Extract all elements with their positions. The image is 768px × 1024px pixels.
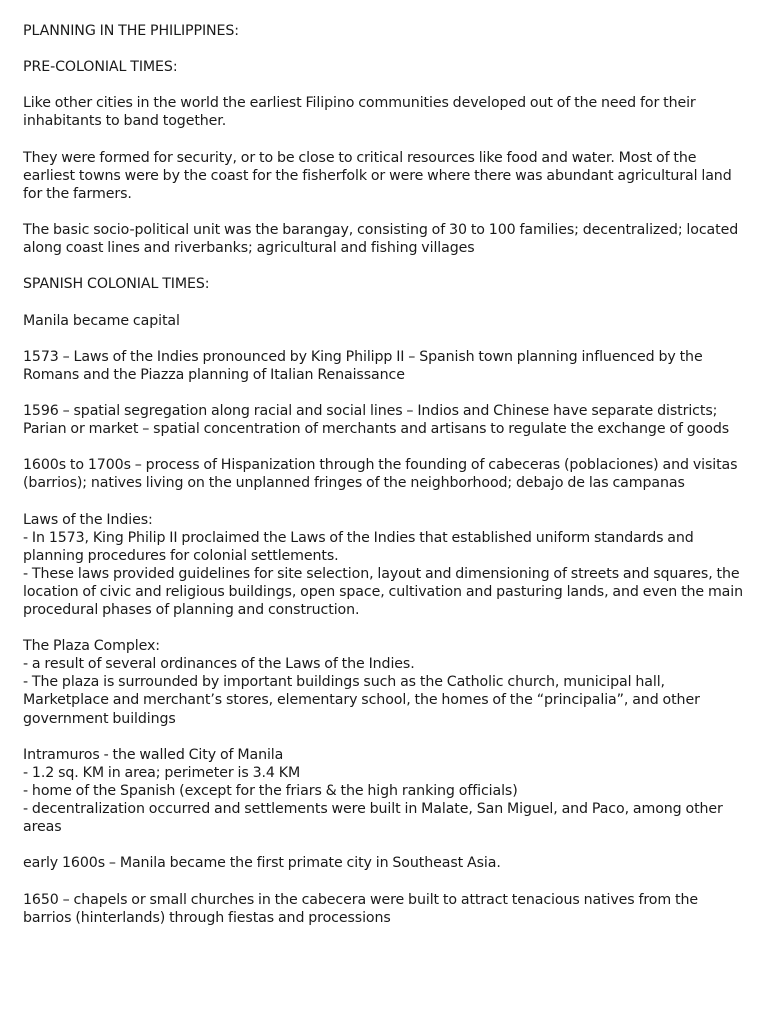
- document-paragraph: [23, 221, 748, 257]
- paragraph-line: 1573 – Laws of the Indies pronounced by King Philipp II – Spanish town planning influenced by the Romans and the Piazza planning of Italian Renaissance: [23, 348, 703, 383]
- document-body: [23, 58, 748, 927]
- document-paragraph: [23, 637, 748, 727]
- document-paragraph: [23, 854, 748, 872]
- paragraph-line: - decentralization occurred and settlements were built in Malate, San Miguel, and Paco, among other areas: [23, 801, 723, 836]
- paragraph-line: Intramuros - the walled City of Manila: [23, 746, 284, 763]
- paragraph-line: Like other cities in the world the earliest Filipino communities developed out of the need for their inhabitants to band together.: [23, 95, 696, 130]
- paragraph-line: SPANISH COLONIAL TIMES:: [23, 276, 210, 293]
- paragraph-line: - The plaza is surrounded by important buildings such as the Catholic church, municipal hall, Marketplace and merchant’s stores, elementary school, the homes of the “principalia”, and other government buildings: [23, 674, 700, 727]
- paragraph-line: - In 1573, King Philip II proclaimed the Laws of the Indies that established uniform standards and planning procedures for colonial settlements.: [23, 529, 694, 564]
- document-paragraph: [23, 94, 748, 130]
- paragraph-line: Laws of the Indies:: [23, 511, 153, 528]
- document-paragraph: [23, 456, 748, 492]
- paragraph-line: - home of the Spanish (except for the friars & the high ranking officials): [23, 782, 518, 799]
- document-paragraph: [23, 891, 748, 927]
- document-paragraph: [23, 312, 748, 330]
- paragraph-line: - These laws provided guidelines for site selection, layout and dimensioning of streets and squares, the location of civic and religious buildings, open space, cultivation and pasturing lands, and even the main procedural phases of planning and construction.: [23, 565, 744, 618]
- paragraph-line: 1600s to 1700s – process of Hispanization through the founding of cabeceras (poblaciones) and visitas (barrios); natives living on the unplanned fringes of the neighborhood; debajo de las campanas: [23, 457, 738, 492]
- paragraph-line: 1596 – spatial segregation along racial and social lines – Indios and Chinese have separate districts; Parian or market – spatial concentration of merchants and artisans to regulate the exchange of goods: [23, 402, 730, 438]
- document-paragraph: [23, 746, 748, 836]
- paragraph-line: The Plaza Complex:: [23, 638, 160, 655]
- paragraph-line: - 1.2 sq. KM in area; perimeter is 3.4 KM: [23, 764, 301, 781]
- document-paragraph: [23, 275, 748, 293]
- paragraph-line: The basic socio-political unit was the barangay, consisting of 30 to 100 families; decentralized; located along coast lines and riverbanks; agricultural and fishing villages: [23, 222, 739, 257]
- document-paragraph: [23, 149, 748, 203]
- document-page: [23, 22, 748, 945]
- paragraph-line: early 1600s – Manila became the first primate city in Southeast Asia.: [23, 855, 501, 872]
- paragraph-line: PRE-COLONIAL TIMES:: [23, 59, 178, 76]
- document-paragraph: [23, 58, 748, 76]
- document-paragraph: [23, 402, 748, 438]
- paragraph-line: 1650 – chapels or small churches in the cabecera were built to attract tenacious natives from the barrios (hinterlands) through fiestas and processions: [23, 891, 699, 926]
- document-title: PLANNING IN THE PHILIPPINES:: [23, 23, 239, 39]
- document-paragraph: [23, 511, 748, 620]
- document-paragraph: [23, 348, 748, 384]
- paragraph-line: - a result of several ordinances of the Laws of the Indies.: [23, 656, 415, 673]
- paragraph-line: They were formed for security, or to be close to critical resources like food and water. Most of the earliest towns were by the coast for the fisherfolk or were where there was abundant agricultural land for the farmers.: [23, 149, 732, 202]
- paragraph-line: Manila became capital: [23, 312, 180, 329]
